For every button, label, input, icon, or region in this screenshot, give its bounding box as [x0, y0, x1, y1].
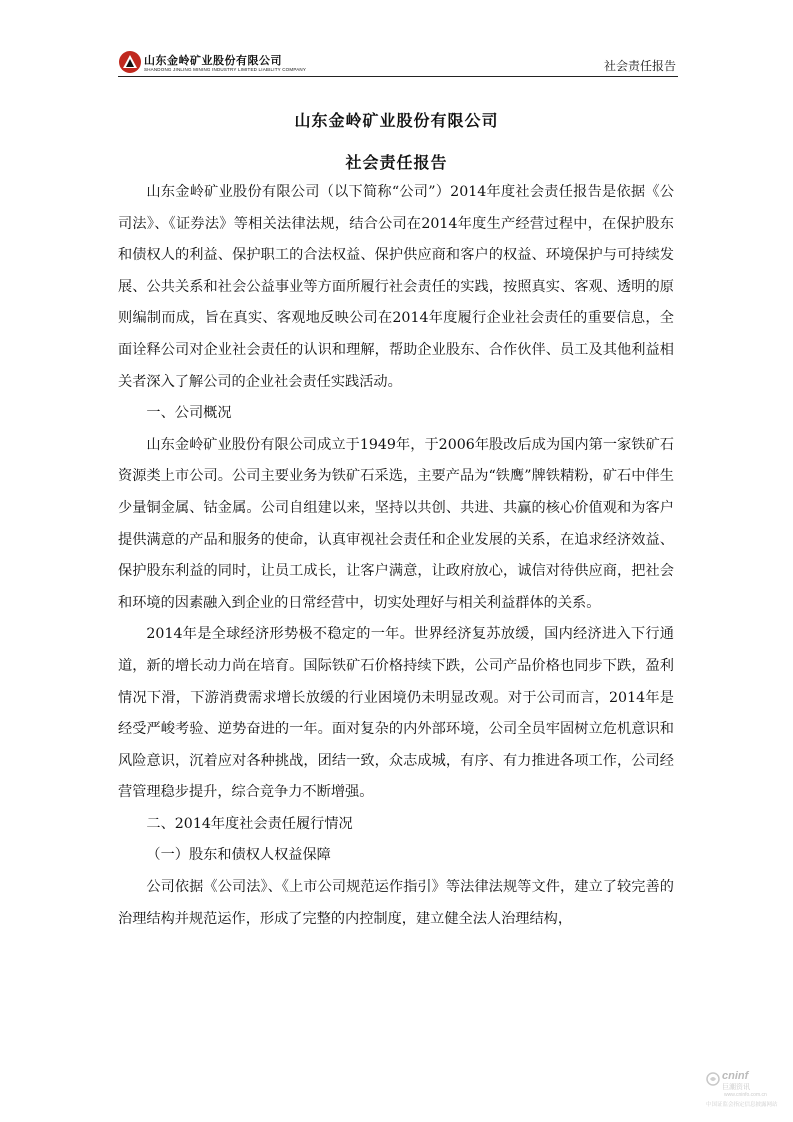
section-heading-overview: 一、公司概况 — [146, 405, 232, 422]
intro-paragraph: 山东金岭矿业股份有限公司（以下简称“公司”）2014年度社会责任报告是依据《公司法》、《证券法》等相关法律法规，结合公司在2014年度生产经营过程中，在保护股东和债权人的利益、保护职工的合法权益、保护供应商和客户的权益、环境保护与可持续发展、公共关系和社会公益事业等方面所履行社会责任的实践，按照真实、客观、透明的原则编制而成，旨在真实、客观地反映公司在2014年度履行企业社会责任的重要信息，全面诠释公司对企业社会责任的认识和理解，帮助企业股东、合作伙伴、员工及其他利益相关者深入了解公司的企业社会责任实践活动。 — [118, 184, 674, 390]
section-heading-responsibility: 二、2014年度社会责任履行情况 — [146, 815, 353, 832]
cninfo-url: www.cninfo.com.cn — [724, 1092, 767, 1098]
overview-paragraph: 山东金岭矿业股份有限公司成立于1949年，于2006年股改后成为国内第一家铁矿石资源类上市公司。公司主要业务为铁矿石采选，主要产品为“铁鹰”牌铁精粉，矿石中伴生少量铜金属、钴金属。公司自组建以来，坚持以共创、共进、共赢的核心价值观和为客户提供满意的产品和服务的使命，认真审视社会责任和企业发展的关系，在追求经济效益、保护股东利益的同时，让员工成长，让客户满意，让政府放心，诚信对待供应商，把社会和环境的因素融入到企业的日常经营中，切实处理好与相关利益群体的关系。 — [118, 436, 674, 611]
cninfo-watermark — [706, 1070, 778, 1118]
header-company-name: 山东金岭矿业股份有限公司 — [144, 54, 282, 67]
subsection-heading-shareholders: （一）股东和债权人权益保障 — [146, 847, 331, 864]
header-report-label: 社会责任报告 — [603, 59, 676, 73]
economy-paragraph: 2014年是全球经济形势极不稳定的一年。世界经济复苏放缓，国内经济进入下行通道，新的增长动力尚在培育。国际铁矿石价格持续下跌，公司产品价格也同步下跌，盈利情况下滑，下游消费需求增长放缓的行业困境仍未明显改观。对于公司而言，2014年是经受严峻考验、逆势奋进的一年。面对复杂的内外部环境，公司全员牢固树立危机意识和风险意识，沉着应对各种挑战，团结一致，众志成城，有序、有力推进各项工作，公司经营管理稳步提升，综合竞争力不断增强。 — [118, 626, 674, 801]
document-subtitle: 社会责任报告 — [345, 153, 448, 172]
header-company-name-en: SHANDONG JINLING MINING INDUSTRY LIMITED LIABILITY COMPANY — [144, 67, 307, 72]
cninfo-brand-cn: 巨潮资讯 — [722, 1083, 750, 1091]
governance-paragraph: 公司依据《公司法》、《上市公司规范运作指引》等法律法规等文件，建立了较完善的治理结构并规范运作，形成了完整的内控制度，建立健全法人治理结构， — [118, 879, 674, 927]
cninfo-description: 中国证监会指定信息披露网站 — [706, 1102, 778, 1108]
document-body — [118, 177, 674, 935]
document-title: 山东金岭矿业股份有限公司 — [294, 111, 499, 130]
cninfo-logo-icon — [706, 1072, 720, 1086]
company-logo-icon — [118, 50, 142, 74]
cninfo-brand: cninf — [722, 1070, 749, 1082]
page-header — [118, 50, 678, 77]
